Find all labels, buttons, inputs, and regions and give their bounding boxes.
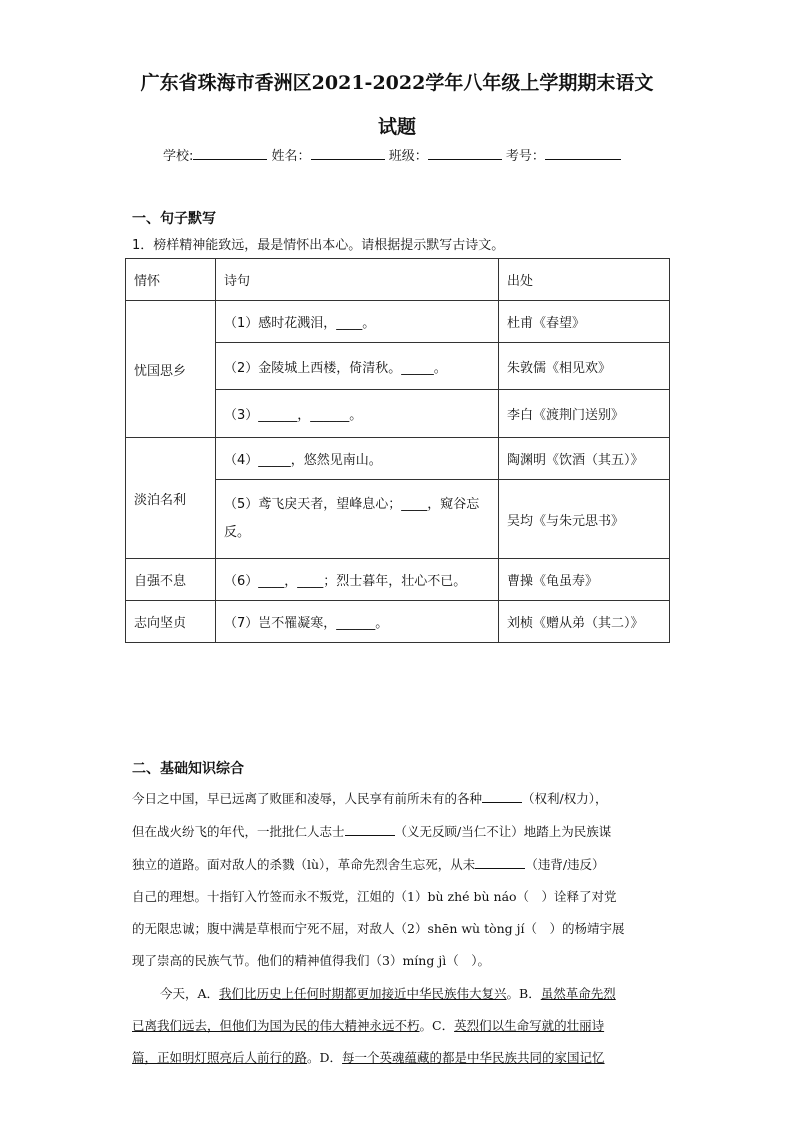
poem-line-cell: （5）鸢飞戾天者，望峰息心；____，窥谷忘反。: [216, 480, 499, 559]
source-cell: 杜甫《春望》: [499, 301, 670, 343]
passage-text: 独立的道路。面对敌人的杀戮（lù），革命先烈舍生忘死，从未: [132, 857, 476, 872]
poem-table: [125, 258, 670, 643]
passage-text: 今日之中国，早已远离了败匪和凌辱，人民享有前所未有的各种: [132, 791, 483, 806]
class-blank: [428, 147, 502, 160]
poem-line-cell: （3）______，______。: [216, 390, 499, 438]
exam-no-blank: [545, 147, 621, 160]
poem-line-cell: （1）感时花溅泪，____。: [216, 301, 499, 343]
section-heading: 二、基础知识综合: [132, 761, 244, 777]
category-cell: 志向坚贞: [126, 601, 216, 643]
class-label: 班级：: [388, 149, 428, 164]
table-row: [126, 559, 670, 601]
passage-line: 自己的理想。十指钉入竹签而永不叛党，江姐的（1）bù zhé bù náo（ ）诠释了对党: [132, 889, 617, 904]
category-cell: 忧国思乡: [126, 301, 216, 438]
underlined-sentence-c: 英烈们以生命写就的壮丽诗: [454, 1018, 605, 1033]
source-cell: 李白《渡荆门送别》: [499, 390, 670, 438]
page-title-line2: 试题: [377, 116, 416, 138]
passage-text: （权利/权力），: [522, 791, 608, 806]
poem-line-cell: （4）_____，悠然见南山。: [216, 438, 499, 480]
poem-line-cell: （6）____，____；烈士暮年，壮心不已。: [216, 559, 499, 601]
underlined-sentence-b: 虽然革命先烈: [540, 986, 616, 1001]
source-cell: 朱敦儒《相见欢》: [499, 343, 670, 390]
table-header-row: [126, 259, 670, 301]
table-row: [126, 438, 670, 480]
exam-no-label: 考号：: [505, 149, 545, 164]
source-cell: 吴均《与朱元思书》: [499, 480, 670, 559]
passage-line: 的无限忠诚；腹中满是草根而宁死不屈，对敌人（2）shēn wù tòng jí（ ）的杨靖宇展: [132, 921, 625, 936]
underlined-sentence-a: 我们比历史上任何时期都更加接近中华民族伟大复兴: [219, 986, 507, 1001]
passage-text: 今天，A．: [160, 986, 220, 1001]
underlined-sentence-b: 已离我们远去，但他们为国为民的伟大精神永远不朽: [132, 1018, 420, 1033]
header-cell: 情怀: [126, 259, 216, 301]
table-row: [126, 301, 670, 343]
passage-line: [132, 1048, 672, 1066]
passage-line: [132, 822, 672, 840]
answer-blank: [345, 824, 395, 836]
page-title: 广东省珠海市香洲区2021-2022学年八年级上学期期末语文: [140, 72, 654, 94]
passage-text: 。B．: [506, 986, 541, 1001]
school-label: 学校:: [163, 149, 194, 164]
answer-blank: [482, 791, 522, 803]
passage-text: 。D．: [307, 1050, 343, 1065]
poem-line-cell: （2）金陵城上西楼，倚清秋。_____。: [216, 343, 499, 390]
passage-line: [132, 1016, 672, 1034]
school-blank: [193, 147, 267, 160]
passage-line: [132, 855, 672, 873]
source-cell: 陶渊明《饮酒（其五）》: [499, 438, 670, 480]
answer-blank: [475, 857, 525, 869]
passage-text: 但在战火纷飞的年代，一批批仁人志士: [132, 824, 345, 839]
header-cell: 出处: [499, 259, 670, 301]
table-row: [126, 601, 670, 643]
underlined-sentence-d: 每一个英魂蕴藏的都是中华民族共同的家国记忆: [342, 1050, 605, 1065]
student-info-line: [163, 145, 621, 164]
source-cell: 曹操《龟虽寿》: [499, 559, 670, 601]
passage-text: （义无反顾/当仁不让）地踏上为民族谋: [394, 824, 612, 839]
source-cell: 刘桢《赠从弟（其二）》: [499, 601, 670, 643]
passage-text: （违背/违反）: [525, 857, 605, 872]
section-heading: 一、句子默写: [132, 211, 216, 227]
category-cell: 淡泊名利: [126, 438, 216, 559]
passage-line: [132, 789, 672, 807]
name-label: 姓名：: [271, 149, 311, 164]
underlined-sentence-c: 篇，正如明灯照亮后人前行的路: [132, 1050, 308, 1065]
header-cell: 诗句: [216, 259, 499, 301]
passage-line: [160, 984, 700, 1002]
passage-text: 。C．: [419, 1018, 455, 1033]
poem-line-cell: （7）岂不罹凝寒，______。: [216, 601, 499, 643]
question-text: 1．榜样精神能致远，最是情怀出本心。请根据提示默写古诗文。: [132, 238, 505, 253]
name-blank: [311, 147, 385, 160]
passage-line: 现了崇高的民族气节。他们的精神值得我们（3）míng jì（ ）。: [132, 953, 490, 968]
category-cell: 自强不息: [126, 559, 216, 601]
